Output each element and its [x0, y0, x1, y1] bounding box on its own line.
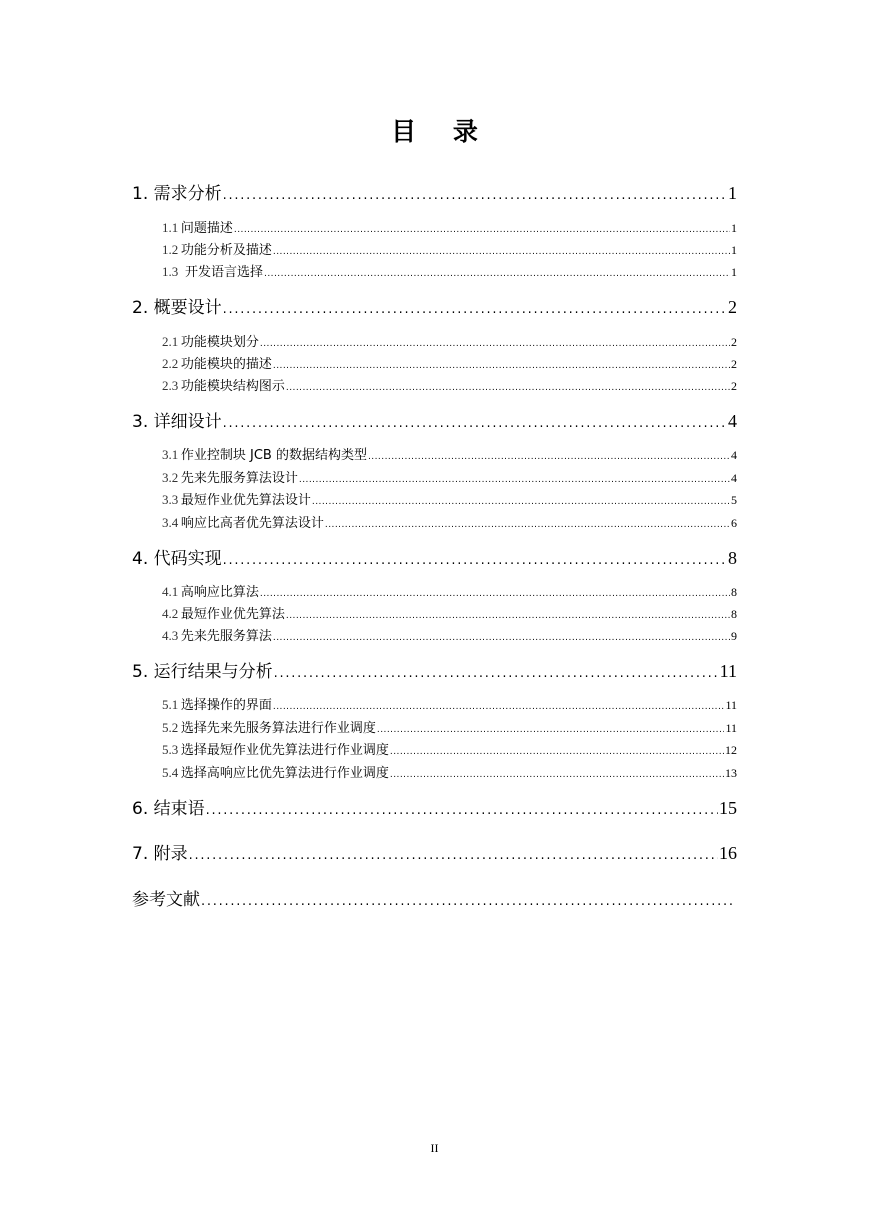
page-number: 8: [731, 607, 737, 621]
page-number: 2: [728, 297, 737, 317]
subsection-title: 选择先来先服务算法进行作业调度: [180, 721, 376, 736]
subsection-number: 5.1: [162, 697, 179, 712]
subsection-number: 4.2: [162, 606, 179, 621]
section-title: 需求分析: [153, 184, 222, 204]
toc-subsection-2-1[interactable]: [162, 331, 737, 350]
subsection-number: 5.4: [162, 765, 179, 780]
toc-subsection-1-1[interactable]: [162, 217, 737, 236]
subsection-title: 选择操作的界面: [180, 698, 272, 713]
toc-section-1[interactable]: [132, 179, 737, 204]
page-number: 13: [725, 766, 737, 780]
subsection-number: 5.3: [162, 742, 179, 757]
toc-subsection-3-3[interactable]: [162, 489, 737, 508]
page-number: 1: [731, 265, 737, 279]
dot-leader: [223, 188, 727, 203]
dot-leader: [206, 803, 718, 818]
subsection-title: 功能模块的描述: [180, 357, 272, 372]
toc-subsection-5-1[interactable]: [162, 694, 737, 713]
dot-leader: [234, 225, 730, 235]
subsection-number: 3.1: [162, 447, 179, 462]
subsection-title: 先来先服务算法: [180, 629, 272, 644]
section-number: 6.: [132, 799, 149, 819]
subsection-number: 1.3: [162, 264, 179, 279]
section-number: 2.: [132, 298, 149, 318]
toc-subsection-1-3[interactable]: [162, 261, 737, 280]
section-title: 运行结果与分析: [153, 662, 273, 682]
toc-subsection-2-3[interactable]: [162, 375, 737, 394]
page-number: 1: [731, 221, 737, 235]
section-number: 1.: [132, 184, 149, 204]
section-title: 代码实现: [153, 549, 222, 569]
dot-leader: [201, 894, 734, 909]
subsection-title: 作业控制块 JCB 的数据结构类型: [180, 448, 367, 463]
toc-section-3[interactable]: [132, 407, 737, 432]
page-number: 11: [725, 698, 737, 712]
page-number: 5: [731, 493, 737, 507]
dot-leader: [273, 702, 725, 712]
page-number: 15: [719, 798, 737, 818]
section-title: 结束语: [153, 799, 205, 819]
toc-subsection-5-3[interactable]: [162, 739, 737, 758]
dot-leader: [260, 589, 730, 599]
toc-subsection-4-3[interactable]: [162, 625, 737, 644]
subsection-number: 1.2: [162, 242, 179, 257]
page-number: 4: [731, 471, 737, 485]
dot-leader: [325, 520, 730, 530]
footer-page-number: II: [430, 1141, 439, 1155]
page-number: 16: [719, 843, 737, 863]
page-title: 目 录: [391, 117, 492, 146]
toc-section-2[interactable]: [132, 293, 737, 318]
toc-subsection-3-1[interactable]: [162, 444, 737, 463]
subsection-number: 3.2: [162, 470, 179, 485]
subsection-title: 开发语言选择: [180, 265, 263, 280]
dot-leader: [274, 666, 719, 681]
toc-subsection-5-4[interactable]: [162, 762, 737, 781]
toc-subsection-4-2[interactable]: [162, 603, 737, 622]
dot-leader: [312, 497, 730, 507]
section-number: 7.: [132, 844, 149, 864]
dot-leader: [264, 269, 730, 279]
references-title: 参考文献: [132, 890, 200, 910]
subsection-title: 功能分析及描述: [180, 243, 272, 258]
subsection-number: 1.1: [162, 220, 179, 235]
section-number: 3.: [132, 412, 149, 432]
subsection-number: 3.4: [162, 515, 179, 530]
subsection-title: 问题描述: [180, 221, 233, 236]
subsection-title: 先来先服务算法设计: [180, 471, 298, 486]
subsection-title: 响应比高者优先算法设计: [180, 516, 324, 531]
dot-leader: [273, 361, 730, 371]
toc-references[interactable]: [132, 885, 735, 910]
page-number: 1: [728, 183, 737, 203]
page-number: 4: [728, 411, 737, 431]
page-number: 8: [731, 585, 737, 599]
toc-section-6[interactable]: [132, 794, 737, 819]
toc-subsection-5-2[interactable]: [162, 717, 737, 736]
dot-leader: [273, 633, 730, 643]
page-number: 11: [725, 721, 737, 735]
section-number: 4.: [132, 549, 149, 569]
section-title: 附录: [153, 844, 188, 864]
subsection-title: 选择高响应比优先算法进行作业调度: [180, 766, 389, 781]
dot-leader: [223, 416, 727, 431]
toc-section-7[interactable]: [132, 839, 737, 864]
page-number: 2: [731, 379, 737, 393]
dot-leader: [390, 747, 724, 757]
subsection-title: 最短作业优先算法设计: [180, 493, 311, 508]
toc-section-4[interactable]: [132, 544, 737, 569]
toc-subsection-2-2[interactable]: [162, 353, 737, 372]
page-number: 6: [731, 516, 737, 530]
toc-subsection-1-2[interactable]: [162, 239, 737, 258]
page-number: 2: [731, 335, 737, 349]
page-number: 2: [731, 357, 737, 371]
subsection-number: 4.3: [162, 628, 179, 643]
page-number: 1: [731, 243, 737, 257]
page-number: 12: [725, 743, 737, 757]
section-number: 5.: [132, 662, 149, 682]
subsection-title: 最短作业优先算法: [180, 607, 285, 622]
section-title: 详细设计: [153, 412, 222, 432]
subsection-number: 2.2: [162, 356, 179, 371]
subsection-number: 3.3: [162, 492, 179, 507]
page-number: 11: [719, 661, 737, 681]
subsection-title: 高响应比算法: [180, 585, 259, 600]
toc-subsection-4-1[interactable]: [162, 581, 737, 600]
page-number: 4: [731, 448, 737, 462]
toc-subsection-3-4[interactable]: [162, 512, 737, 531]
subsection-number: 5.2: [162, 720, 179, 735]
dot-leader: [377, 725, 725, 735]
subsection-title: 功能模块划分: [180, 335, 259, 350]
toc-subsection-3-2[interactable]: [162, 467, 737, 486]
dot-leader: [223, 302, 727, 317]
dot-leader: [286, 611, 730, 621]
subsection-title: 功能模块结构图示: [180, 379, 285, 394]
subsection-title: 选择最短作业优先算法进行作业调度: [180, 743, 389, 758]
dot-leader: [368, 452, 730, 462]
subsection-number: 2.3: [162, 378, 179, 393]
section-title: 概要设计: [153, 298, 222, 318]
dot-leader: [390, 770, 724, 780]
dot-leader: [260, 339, 730, 349]
dot-leader: [299, 475, 730, 485]
subsection-number: 4.1: [162, 584, 179, 599]
dot-leader: [273, 247, 730, 257]
page-number: 9: [731, 629, 737, 643]
dot-leader: [286, 383, 730, 393]
page-number: 8: [728, 548, 737, 568]
dot-leader: [189, 848, 718, 863]
toc-section-5[interactable]: [132, 657, 737, 682]
dot-leader: [223, 553, 727, 568]
subsection-number: 2.1: [162, 334, 179, 349]
